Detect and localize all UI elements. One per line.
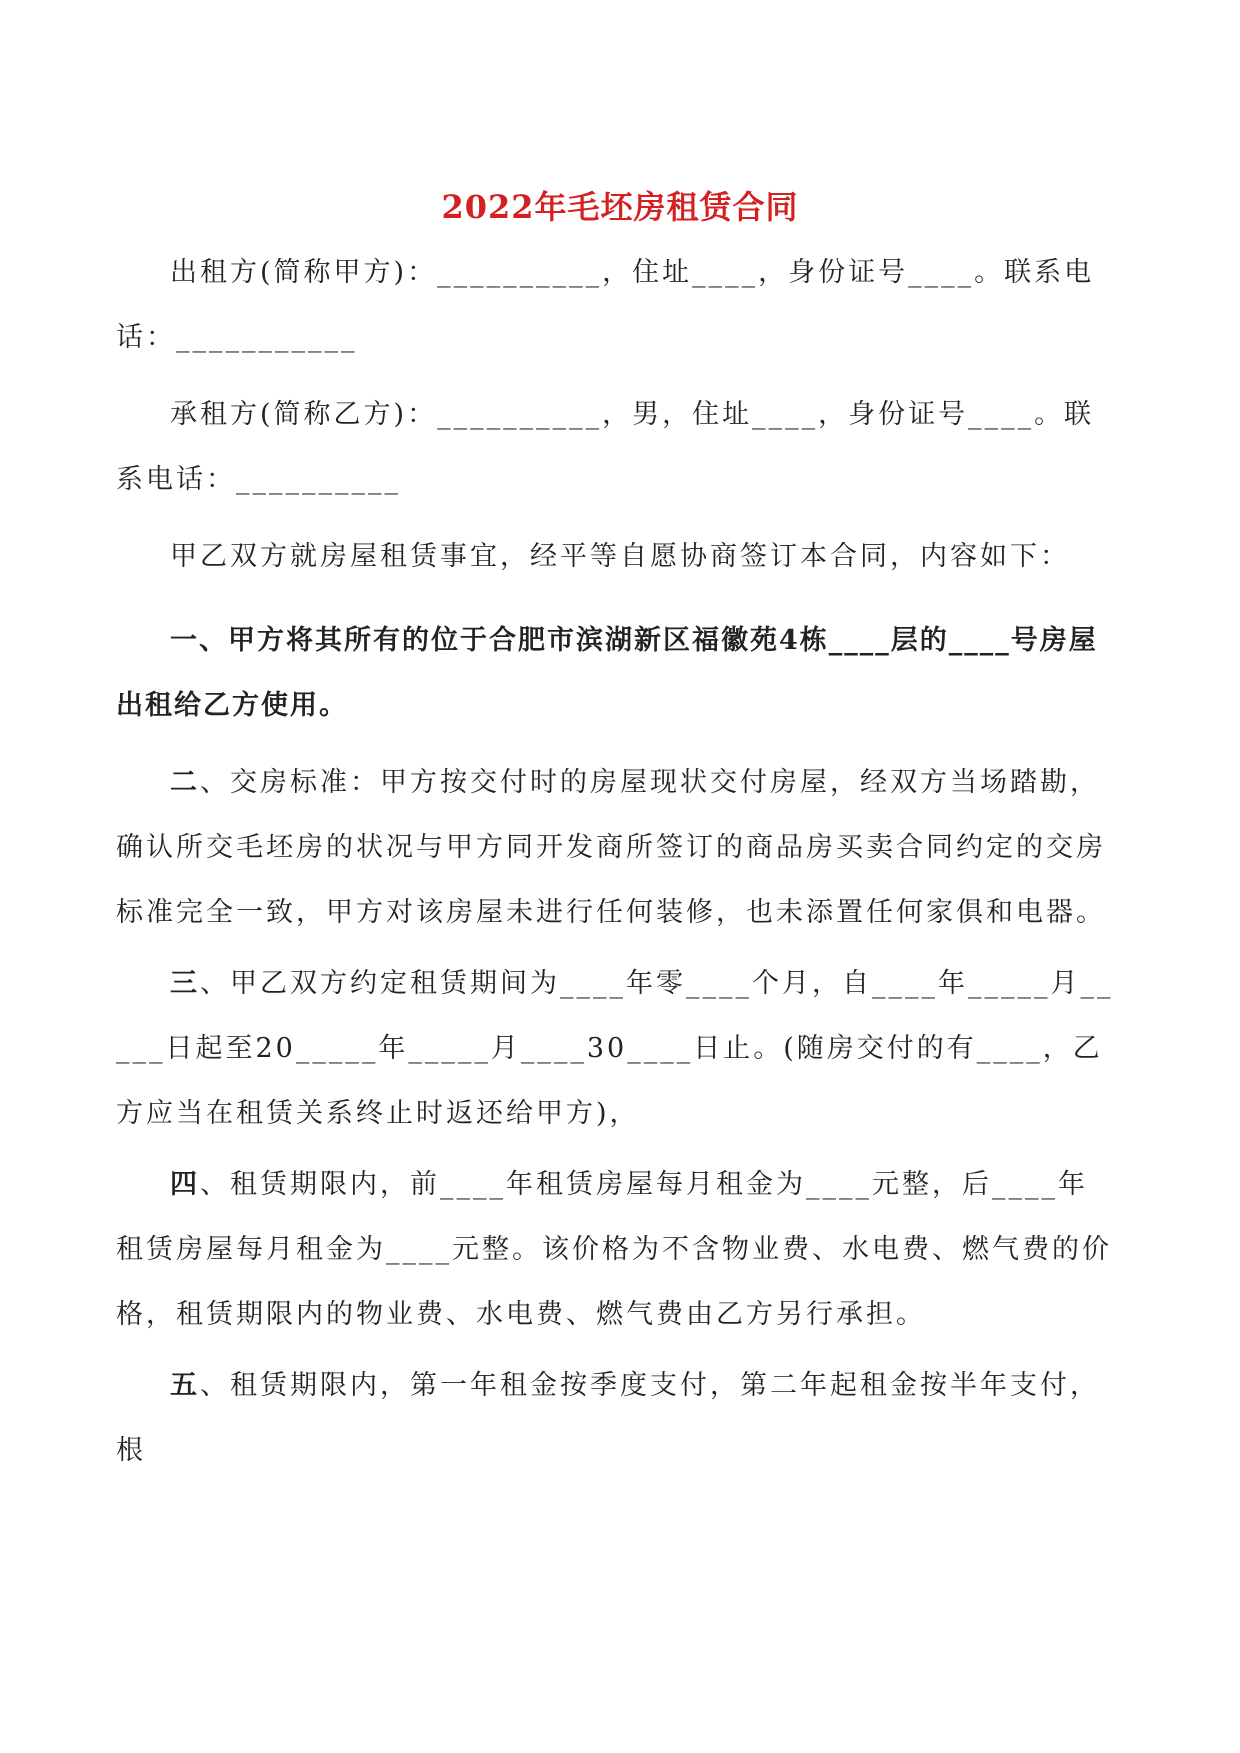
paragraph-intro bbox=[116, 524, 1116, 589]
paragraph-lessee bbox=[116, 382, 1116, 512]
clause-2-lead: 二 bbox=[170, 767, 200, 798]
clause-2-text: 、交房标准：甲方按交付时的房屋现状交付房屋，经双方当场踏勘，确认所交毛坯房的状况与甲方同开发商所签订的商品房买卖合同约定的交房标准完全一致，甲方对该房屋未进行任何装修，也未添置任何家俱和电器。 bbox=[116, 767, 1106, 928]
clause-5-text: 、租赁期限内，第一年租金按季度支付，第二年起租金按半年支付，根 bbox=[116, 1370, 1100, 1466]
paragraph-intro-text: 甲乙双方就房屋租赁事宜，经平等自愿协商签订本合同，内容如下： bbox=[170, 541, 1070, 572]
clause-4 bbox=[116, 1152, 1116, 1347]
clause-2 bbox=[116, 750, 1116, 945]
paragraph-lessee-text: 承租方(简称乙方)：__________，男，住址____，身份证号____。联系电话：__________ bbox=[116, 399, 1095, 495]
clause-5-lead: 五 bbox=[170, 1370, 200, 1401]
clause-4-lead: 四 bbox=[170, 1169, 200, 1200]
clause-4-text: 、租赁期限内，前____年租赁房屋每月租金为____元整，后____年租赁房屋每月租金为____元整。该价格为不含物业费、水电费、燃气费的价格，租赁期限内的物业费、水电费、燃气费由乙方另行承担。 bbox=[116, 1169, 1112, 1330]
clause-5 bbox=[116, 1353, 1116, 1483]
paragraph-lessor bbox=[116, 240, 1116, 370]
clause-3-lead: 三 bbox=[170, 968, 200, 999]
clause-1 bbox=[116, 608, 1116, 738]
document-title: 2022年毛坯房租赁合同 bbox=[441, 188, 799, 226]
clause-1-text: 一、甲方将其所有的位于合肥市滨湖新区福徽苑4栋____层的____号房屋出租给乙方使用。 bbox=[116, 625, 1098, 721]
clause-3-text: 、甲乙双方约定租赁期间为____年零____个月，自____年_____月_____日起至20_____年_____月____30____日止。(随房交付的有____，乙方应当在租赁关系终止时返还给甲方)， bbox=[116, 968, 1114, 1129]
clause-3 bbox=[116, 951, 1116, 1146]
paragraph-lessor-text: 出租方(简称甲方)：__________，住址____，身份证号____。联系电话：___________ bbox=[116, 257, 1095, 353]
